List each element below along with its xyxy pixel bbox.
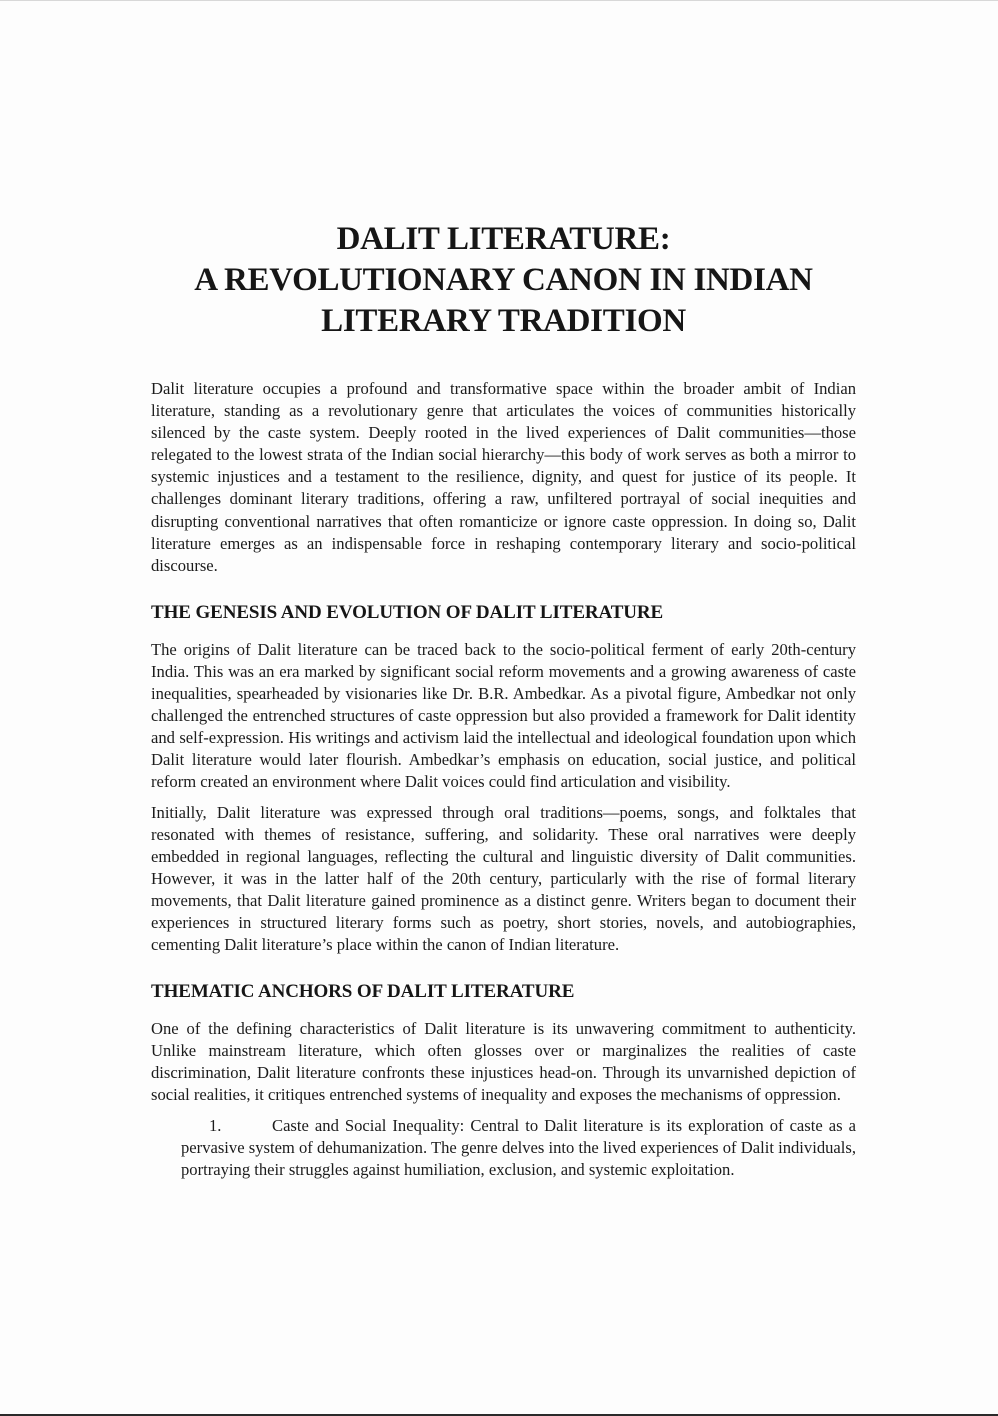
title-line-1: DALIT LITERATURE: [336,221,671,257]
list-item [181,1115,856,1181]
title-line-2: A REVOLUTIONARY CANON IN INDIAN [194,262,813,298]
section-heading-thematic: THEMATIC ANCHORS OF DALIT LITERATURE [151,981,575,1003]
genesis-paragraph-2: Initially, Dalit literature was expressed through oral traditions—poems, songs, and folktales that resonated with themes of resistance, suffering, and solidarity. These oral narratives were deeply embedded in regional languages, reflecting the cultural and linguistic diversity of Dalit communities. However, it was in the latter half of the 20th century, particularly with the rise of formal literary movements, that Dalit literature gained prominence as a distinct genre. Writers began to document their experiences in structured literary forms such as poetry, short stories, novels, and autobiographies, cementing Dalit literature’s place within the canon of Indian literature. [151,802,856,955]
title-line-3: LITERARY TRADITION [321,303,686,339]
list-item-text: Caste and Social Inequality: Central to Dalit literature is its exploration of caste as a pervasive system of dehumanization. The genre delves into the lived experiences of Dalit individuals, portraying their struggles against humiliation, exclusion, and systemic exploitation. [181,1115,856,1179]
intro-paragraph: Dalit literature occupies a profound and transformative space within the broader ambit of Indian literature, standing as a revolutionary genre that articulates the voices of communities historically silenced by the caste system. Deeply rooted in the lived experiences of Dalit communities—those relegated to the lowest strata of the Indian social hierarchy—this body of work serves as both a mirror to systemic injustices and a testament to the resilience, dignity, and quest for justice of its people. It challenges dominant literary traditions, offering a raw, unfiltered portrayal of social inequities and disrupting conventional narratives that often romanticize or ignore caste oppression. In doing so, Dalit literature emerges as an indispensable force in reshaping contemporary literary and socio-political discourse. [151,379,856,575]
section-heading-genesis: THE GENESIS AND EVOLUTION OF DALIT LITERATURE [151,601,664,623]
page-content [151,219,856,1181]
thematic-list [151,1115,856,1181]
thematic-paragraph-1: One of the defining characteristics of Dalit literature is its unwavering commitment to authenticity. Unlike mainstream literature, which often glosses over or marginalizes the realities of caste discrimination, Dalit literature confronts these injustices head-on. Through its unvarnished depiction of social realities, it critiques entrenched systems of inequality and exposes the mechanisms of oppression. [151,1019,856,1105]
genesis-paragraph-1: The origins of Dalit literature can be traced back to the socio-political ferment of early 20th-century India. This was an era marked by significant social reform movements and a growing awareness of caste inequalities, spearheaded by visionaries like Dr. B.R. Ambedkar. As a pivotal figure, Ambedkar not only challenged the entrenched structures of caste oppression but also provided a framework for Dalit identity and self-expression. His writings and activism laid the intellectual and ideological foundation upon which Dalit literature would later flourish. Ambedkar’s emphasis on education, social justice, and political reform created an environment where Dalit voices could find articulation and visibility. [151,639,856,792]
page-title [81,219,926,342]
list-item-number: 1. [209,1115,222,1135]
